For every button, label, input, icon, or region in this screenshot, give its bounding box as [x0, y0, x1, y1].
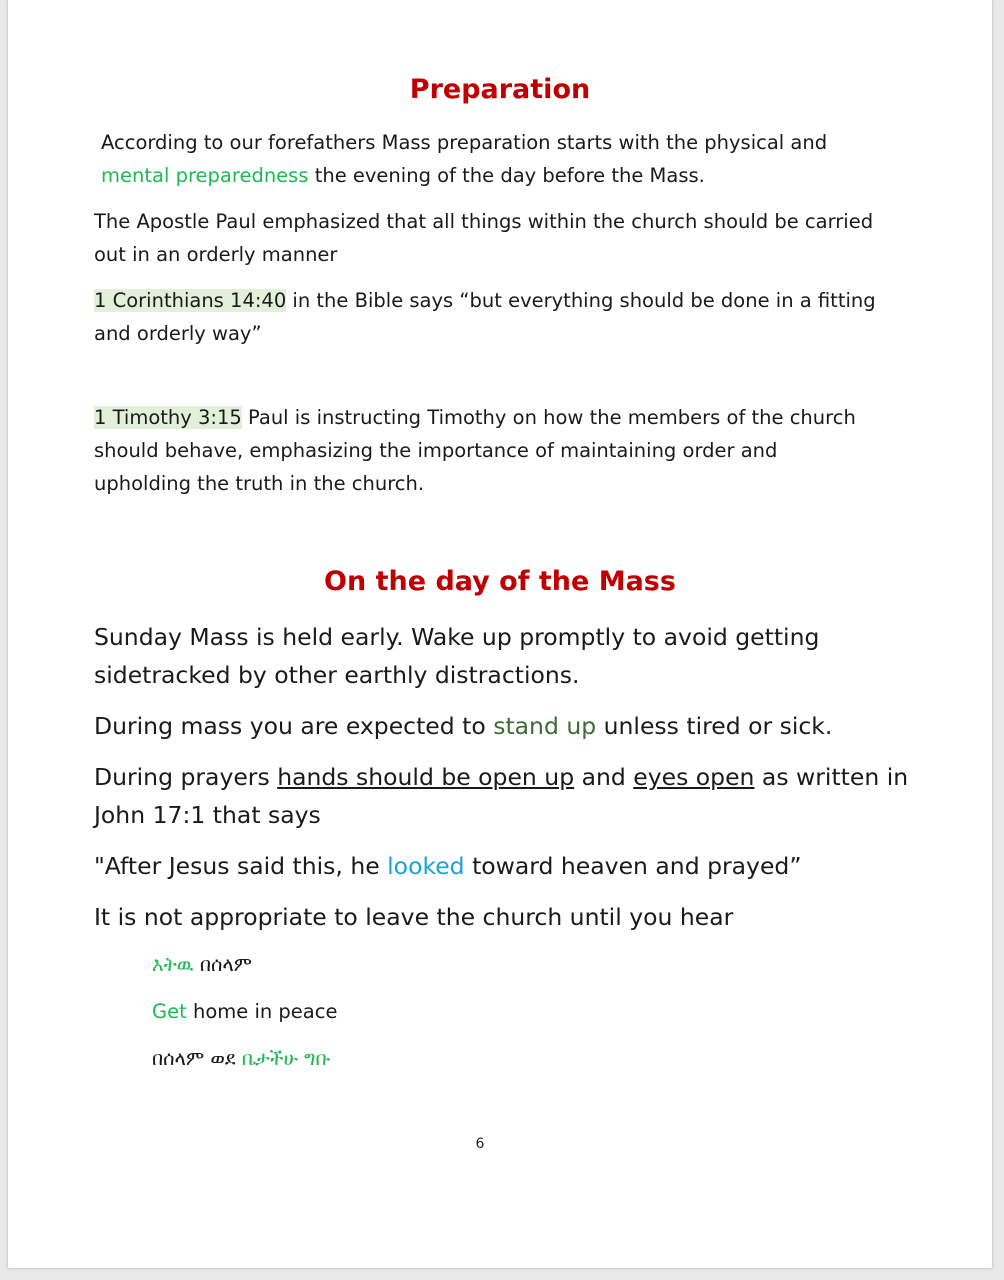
text-run: During mass you are expected to [94, 712, 494, 740]
paragraph-not-appropriate: It is not appropriate to leave the church until you hear [94, 903, 734, 931]
underlined-phrase: hands should be open up [277, 763, 575, 791]
section-title-preparation: Preparation [409, 74, 591, 105]
document-page [8, 0, 992, 1268]
paragraph-during-mass [94, 707, 832, 745]
highlighted-reference: 1 Corinthians 14:40 [94, 289, 287, 312]
paragraph-sunday-mass [94, 618, 819, 694]
text-run: unless tired or sick. [596, 712, 833, 740]
paragraph-line: The Apostle Paul emphasized that all things within the church should be carried [94, 210, 874, 233]
section-title-mass-day: On the day of the Mass [324, 566, 676, 597]
paragraph-line [94, 758, 908, 796]
paragraph-line [94, 284, 876, 317]
green-phrase: mental preparedness [101, 164, 309, 187]
paragraph-line: should behave, emphasizing the importance of maintaining order and [94, 439, 778, 462]
dismissal-english [152, 995, 337, 1028]
paragraph-line: upholding the truth in the church. [94, 472, 425, 495]
page-number: 6 [475, 1136, 485, 1152]
text-run: During prayers [94, 763, 278, 791]
paragraph-apostle-paul [94, 205, 873, 271]
paragraph-line: John 17:1 that says [94, 801, 321, 829]
paragraph-line: out in an orderly manner [94, 243, 338, 266]
text-run: "After Jesus said this, he [94, 852, 388, 880]
paragraph-during-prayers [94, 758, 908, 834]
paragraph-corinthians [94, 284, 876, 350]
paragraph-line [101, 159, 827, 192]
text-run: home in peace [186, 1000, 338, 1023]
text-run: as written in [754, 763, 909, 791]
highlighted-reference: 1 Timothy 3:15 [94, 406, 242, 429]
paragraph-forefathers [101, 126, 827, 192]
paragraph-line: sidetracked by other earthly distractions. [94, 661, 580, 689]
paragraph-line: According to our forefathers Mass preparation starts with the physical and [101, 131, 828, 154]
paragraph-line [94, 401, 856, 434]
dismissal-amharic-1 [152, 948, 252, 981]
blue-phrase: looked [387, 852, 465, 880]
text-run: in the Bible says “but everything should be done in a fitting [286, 289, 876, 312]
green-phrase: stand up [493, 712, 597, 740]
text-run: and [574, 763, 634, 791]
paragraph-timothy [94, 401, 856, 500]
paragraph-john-quote [94, 847, 802, 885]
green-phrase: እትዉ [152, 953, 194, 976]
underlined-phrase: eyes open [633, 763, 755, 791]
paragraph-line: and orderly way” [94, 322, 262, 345]
text-run: the evening of the day before the Mass. [308, 164, 705, 187]
text-run: በሰላም ወደ [152, 1047, 242, 1070]
dismissal-amharic-2 [152, 1042, 331, 1075]
paragraph-line: Sunday Mass is held early. Wake up promptly to avoid getting [94, 623, 820, 651]
green-phrase: Get [152, 1000, 187, 1023]
text-run: በሰላም [193, 953, 253, 976]
green-phrase: ቤታችሁ ግቡ [241, 1047, 331, 1070]
text-run: toward heaven and prayed” [464, 852, 802, 880]
text-run: Paul is instructing Timothy on how the members of the church [241, 406, 856, 429]
